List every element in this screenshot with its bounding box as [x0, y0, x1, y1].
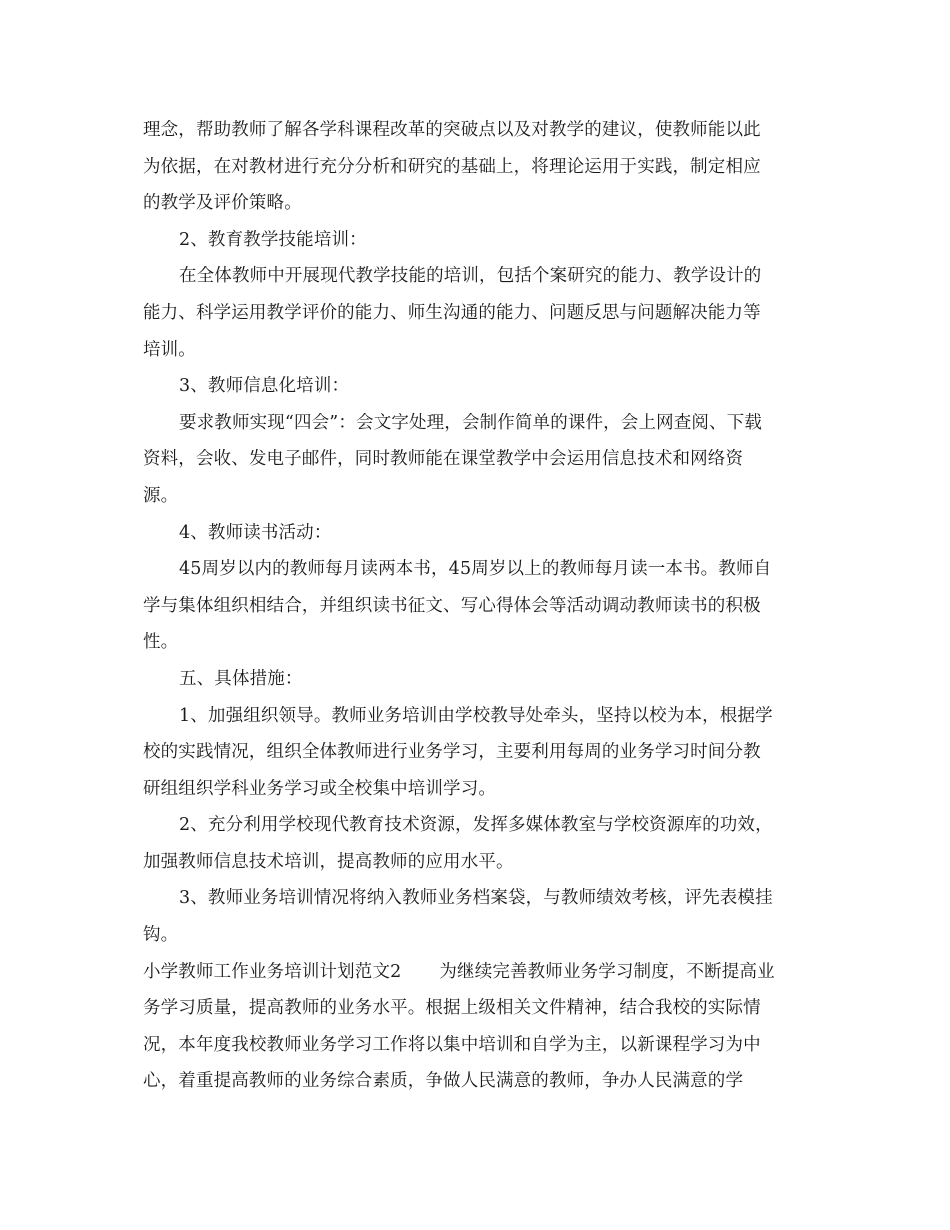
- text-line: 况，本年度我校教师业务学习工作将以集中培训和自学为主，以新课程学习为中: [143, 1034, 761, 1055]
- text-line: 3、教师业务培训情况将纳入教师业务档案袋，与教师绩效考核，评先表模挂: [179, 888, 773, 909]
- text-line: 心，着重提高教师的业务综合素质，争做人民满意的教师，争办人民满意的学: [143, 1071, 744, 1092]
- text-line: 1、加强组织领导。教师业务培训由学校教导处牵头，坚持以校为本，根据学: [179, 705, 773, 726]
- text-span: 为继续完善教师业务学习制度，不断提高业: [439, 961, 775, 982]
- text-line: 培训。: [143, 339, 196, 360]
- section-heading: 4、教师读书活动：: [179, 522, 332, 543]
- text-line: 资料，会收、发电子邮件，同时教师能在课堂教学中会运用信息技术和网络资: [143, 449, 744, 470]
- section-heading: 2、教育教学技能培训：: [179, 229, 367, 250]
- text-line: [143, 954, 813, 991]
- text-line: 务学习质量，提高教师的业务水平。根据上级相关文件精神，结合我校的实际情: [143, 998, 761, 1019]
- text-line: 的教学及评价策略。: [143, 193, 302, 214]
- section-heading: 3、教师信息化培训：: [179, 376, 350, 397]
- text-line: 45周岁以内的教师每月读两本书，45周岁以上的教师每月读一本书。教师自: [179, 559, 772, 580]
- text-line: 钩。: [143, 925, 179, 946]
- text-line: 能力、科学运用教学评价的能力、师生沟通的能力、问题反思与问题解决能力等: [143, 302, 761, 323]
- text-line: 校的实践情况，组织全体教师进行业务学习，主要利用每周的业务学习时间分教: [143, 742, 761, 763]
- text-line: 理念，帮助教师了解各学科课程改革的突破点以及对教学的建议，使教师能以此: [143, 120, 761, 140]
- text-line: 源。: [143, 485, 179, 506]
- text-line: 加强教师信息技术培训，提高教师的应用水平。: [143, 851, 514, 872]
- text-line: 学与集体组织相结合，并组织读书征文、写心得体会等活动调动教师读书的积极: [143, 595, 761, 616]
- document-page: [143, 112, 813, 1100]
- text-line: 研组组织学科业务学习或全校集中培训学习。: [143, 778, 496, 799]
- text-line: 要求教师实现“四会”：会文字处理，会制作简单的课件，会上网查阅、下载: [179, 412, 762, 433]
- text-line: 性。: [143, 632, 179, 653]
- text-line: 为依据，在对教材进行充分分析和研究的基础上，将理论运用于实践，制定相应: [143, 156, 761, 177]
- document-title: 小学教师工作业务培训计划范文2: [143, 961, 402, 982]
- text-line: 在全体教师中开展现代教学技能的培训，包括个案研究的能力、教学设计的: [179, 266, 762, 287]
- section-heading: 五、具体措施：: [179, 668, 303, 689]
- text-line: 2、充分利用学校现代教育技术资源，发挥多媒体教室与学校资源库的功效，: [179, 815, 773, 836]
